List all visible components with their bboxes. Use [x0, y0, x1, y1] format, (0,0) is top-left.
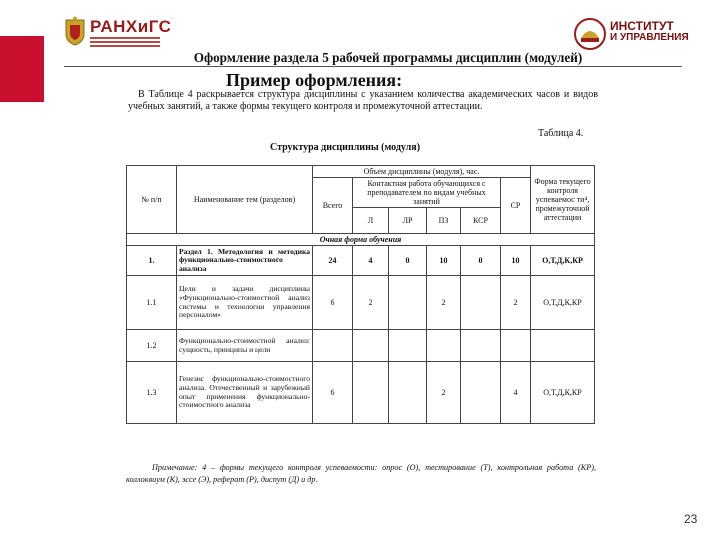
title-divider	[64, 66, 682, 67]
ranepa-logo-text: РАНХиГС	[90, 17, 172, 36]
discipline-structure-table	[126, 165, 595, 424]
institute-emblem-icon	[574, 18, 606, 50]
cell-ksr: 0	[461, 246, 501, 276]
table-row	[127, 276, 595, 330]
red-accent-bar	[0, 36, 44, 102]
table-row	[127, 330, 595, 362]
cell-num: 1.1	[127, 276, 177, 330]
cell-lr	[389, 362, 427, 424]
header-name: Наименование тем (разделов)	[177, 166, 313, 234]
institute-logo-line1: ИНСТИТУТ	[610, 19, 674, 33]
cell-sr: 4	[501, 362, 531, 424]
cell-total: 6	[313, 276, 353, 330]
institute-logo-line2: И УПРАВЛЕНИЯ	[610, 32, 689, 43]
cell-ksr	[461, 362, 501, 424]
cell-sr: 10	[501, 246, 531, 276]
header-volume: Объем дисциплины (модуля), час.	[313, 166, 531, 178]
intro-paragraph: В Таблице 4 раскрывается структура дисциплины с указанием количества академических часов и видов учебных занятий, а также формы текущего контроля и промежуточной аттестации.	[128, 89, 598, 112]
cell-sr: 2	[501, 276, 531, 330]
cell-ksr	[461, 330, 501, 362]
table-note: Примечание: 4 – формы текущего контроля успеваемости: опрос (О), тестирование (Т), контрольная работа (КР), коллоквиум (К), эссе (Э), реферат (Р), диспут (Д) и др.	[126, 463, 596, 484]
document-header: Пример оформления:	[226, 70, 403, 90]
table-row	[127, 246, 595, 276]
cell-control: О,Т,Д,К,КР	[531, 276, 595, 330]
form-row-label: Очная форма обучения	[127, 234, 595, 246]
table-number: Таблица 4.	[538, 128, 584, 139]
slide-title: Оформление раздела 5 рабочей программы дисциплин (модулей)	[193, 50, 583, 65]
cell-lr	[389, 276, 427, 330]
cell-pz: 10	[427, 246, 461, 276]
header-ksr: КСР	[461, 208, 501, 234]
cell-control: О,Т,Д,К,КР	[531, 246, 595, 276]
cell-pz	[427, 330, 461, 362]
cell-control: О,Т,Д,К,КР	[531, 362, 595, 424]
cell-sr	[501, 330, 531, 362]
header-total: Всего	[313, 178, 353, 234]
cell-pz: 2	[427, 362, 461, 424]
cell-l	[353, 362, 389, 424]
header-l: Л	[353, 208, 389, 234]
cell-total	[313, 330, 353, 362]
ranepa-logo	[64, 16, 172, 50]
table-header-row	[127, 166, 595, 178]
cell-num: 1.2	[127, 330, 177, 362]
cell-name: Функционально-стоимостной анализ: сущность, принципы и цели	[177, 330, 313, 362]
table-title: Структура дисциплины (модуля)	[270, 142, 421, 153]
cell-control	[531, 330, 595, 362]
cell-name: Генезис функционально-стоимостного анализа. Отечественный и зарубежный опыт применения функционально-стоимостного анализа	[177, 362, 313, 424]
cell-pz: 2	[427, 276, 461, 330]
cell-num: 1.3	[127, 362, 177, 424]
page-number: 23	[684, 512, 698, 526]
form-row	[127, 234, 595, 246]
logo-subtitle-lines	[90, 37, 160, 49]
header-pz: ПЗ	[427, 208, 461, 234]
cell-lr: 0	[389, 246, 427, 276]
cell-l: 2	[353, 276, 389, 330]
cell-lr	[389, 330, 427, 362]
header-num: № п/п	[127, 166, 177, 234]
cell-ksr	[461, 276, 501, 330]
cell-l: 4	[353, 246, 389, 276]
header-lr: ЛР	[389, 208, 427, 234]
cell-total: 24	[313, 246, 353, 276]
cell-l	[353, 330, 389, 362]
table-row	[127, 362, 595, 424]
header-sr: СР	[501, 178, 531, 234]
institute-logo	[574, 18, 714, 52]
header-contact: Контактная работа обучающихся с преподавателем по видам учебных занятий	[353, 178, 501, 208]
cell-total: 6	[313, 362, 353, 424]
header-control: Форма текущего контроля успеваемос ти⁴, промежуточной аттестации	[531, 166, 595, 234]
cell-num: 1.	[127, 246, 177, 276]
cell-name: Раздел 1. Методология и методика функционально-стоимостного анализа	[177, 246, 313, 276]
crest-icon	[64, 16, 86, 46]
cell-name: Цели и задачи дисциплины «Функционально-стоимостной анализ системы и технологии управления персоналом»	[177, 276, 313, 330]
